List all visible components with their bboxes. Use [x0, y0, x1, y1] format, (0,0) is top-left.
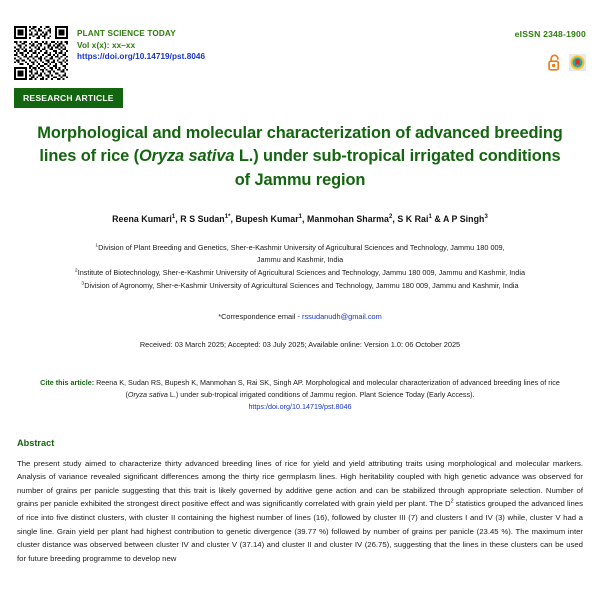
qr-code-icon: [14, 26, 68, 80]
affiliation-item: $^3$Division of Agronomy, Sher-e-Kashmir University of Agricultural Sciences and Technology, Jammu 180 009, Jammu and Kashmir, India: [81, 280, 519, 290]
title-species-name: Oryza sativa: [139, 147, 235, 166]
author-affiliation-marker: 1: [171, 213, 176, 220]
author-affiliation-marker: 1: [428, 213, 432, 220]
badge-row: [515, 54, 586, 71]
author-name: R S Sudan: [180, 213, 225, 224]
author-name: A P Singh: [442, 213, 485, 224]
title-text-part1: Morphological and molecular characterization of advanced breeding lines of rice (: [37, 124, 563, 166]
affiliation-marker: 3: [81, 281, 85, 287]
affiliation-marker: 2: [74, 268, 78, 274]
citation-block: [32, 377, 568, 413]
abstract-superscript: 2: [450, 498, 454, 505]
masthead-right: [515, 26, 586, 71]
crossmark-badge-icon[interactable]: [569, 54, 586, 71]
citation-species-name: Oryza sativa: [127, 389, 168, 399]
article-type-badge: RESEARCH ARTICLE: [14, 88, 123, 108]
author-affiliation-marker: 2: [388, 213, 393, 220]
cite-this-article-label: Cite this article:: [40, 378, 95, 388]
author-name: Bupesh Kumar: [235, 213, 299, 224]
correspondence-line: [14, 312, 586, 321]
correspondence-label: *Correspondence email -: [218, 312, 302, 322]
citation-text-part1: Reena K, Sudan RS, Bupesh K, Manmohan S, Rai SK, Singh AP. Morphological and molecular characterization of advanced breeding lines of rice (: [94, 378, 560, 399]
eissn-label: eISSN 2348-1900: [514, 29, 586, 39]
abstract-text-part1: The present study aimed to characterize thirty advanced breeding lines of rice for yield and yield attributing traits using morphological and molecular markers. Analysis of variance revealed significant differences among the thirty rice germplasm lines. High heritability coupled with high genetic advance was observed for number of grains per panicle suggesting that this trait is likely governed by additive gene action and can be stabilized through appropriate selection. Number of grains per panicle exhibited the strongest direct positive effect and was significantly correlated with grain yield per plant. The D: [17, 458, 583, 509]
affiliation-item: Jammu and Kashmir, India: [256, 255, 344, 265]
author-affiliation-marker: 1*: [224, 213, 231, 220]
masthead-left: [14, 26, 205, 80]
abstract-text-part2: statistics grouped the advanced lines of rice into five distinct clusters, with cluster II containing the highest number of lines (16), followed by cluster III (7) and clusters I and IV (3) while, cluster V had a single line. Grain yield per plant had highest contribution to genetic divergence (39.77 %) followed by number of grains per panicle (23.45 %). The maximum inter cluster distance was observed between cluster IV and cluster V (37.14) and cluster II and cluster IV (26.75), suggesting that the lines in these clusters can be used for future breeding programme to develop new: [17, 499, 583, 563]
author-name: S K Rai: [397, 213, 429, 224]
page-title: [36, 122, 564, 192]
title-text-part2: L.) under sub-tropical irrigated conditions of Jammu region: [234, 147, 561, 189]
journal-info: [77, 26, 205, 63]
affiliation-item: $^2$Institute of Biotechnology, Sher-e-Kashmir University of Agricultural Sciences and Technology, Jammu 180 009, Jammu and Kashmir, India: [74, 267, 526, 277]
citation-doi-link[interactable]: https:/doi.org/10.14719/pst.8046: [248, 401, 352, 411]
citation-text-part2: L.) under sub-tropical irrigated conditions of Jammu region. Plant Science Today (Early Access).: [167, 389, 475, 399]
author-name: Manmohan Sharma: [307, 213, 389, 224]
author-list: Reena Kumari$^1$, R S Sudan$^{1*}$, Bupesh Kumar$^1$, Manmohan Sharma$^2$, S K Rai$^1$ & A P Singh$^3$: [112, 213, 488, 224]
journal-volume: Vol x(x): xx–xx: [77, 40, 136, 50]
correspondence-email-link[interactable]: rssudanudh@gmail.com: [302, 312, 382, 322]
affiliation-marker: 1: [95, 243, 99, 249]
author-affiliation-marker: 3: [484, 213, 488, 220]
affiliation-item: $^1$Division of Plant Breeding and Genetics, Sher-e-Kashmir University of Agricultural Sciences and Technology, Jammu 180 009,: [95, 242, 505, 252]
abstract-body: [17, 457, 583, 566]
journal-title: PLANT SCIENCE TODAY: [77, 29, 176, 38]
publication-dates: Received: 03 March 2025; Accepted: 03 July 2025; Available online: Version 1.0: 06 October 2025: [139, 340, 461, 350]
abstract-heading: Abstract: [17, 437, 55, 448]
author-affiliation-marker: 1: [298, 213, 303, 220]
masthead: [14, 0, 586, 80]
journal-doi-link[interactable]: https://doi.org/10.14719/pst.8046: [77, 52, 206, 62]
author-name: Reena Kumari: [112, 213, 172, 224]
open-access-lock-icon[interactable]: [548, 54, 561, 71]
affiliation-list: [14, 242, 586, 292]
